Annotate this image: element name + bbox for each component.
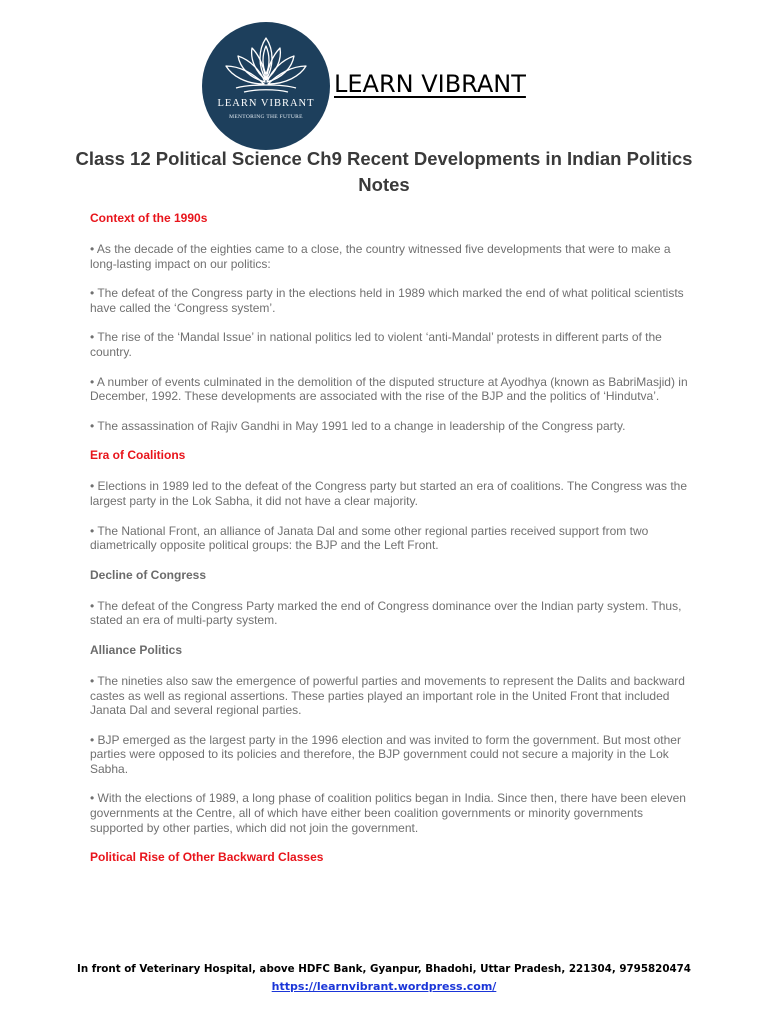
section-heading-alliance-politics: Alliance Politics [90,642,183,657]
footer-link-container [0,980,768,993]
brand-title: LEARN VIBRANT [334,70,526,98]
paragraph: • The nineties also saw the emergence of powerful parties and movements to represent the Dalits and backward castes as well as regional assertions. These parties played an important role in the United Front that included Janata Dal and several regional parties. [90,673,685,718]
paragraph: • A number of events culminated in the demolition of the disputed structure at Ayodhya (known as BabriMasjid) in December, 1992. These developments are associated with the rise of the BJP and the politics of ‘Hindutva’. [90,374,688,404]
footer-address: In front of Veterinary Hospital, above HDFC Bank, Gyanpur, Bhadohi, Uttar Pradesh, 221304, 9795820474 [77,963,691,975]
logo-tagline-text: MENTORING THE FUTURE [229,114,303,120]
paragraph: • The defeat of the Congress party in the elections held in 1989 which marked the end of what political scientists have called the ‘Congress system’. [90,286,684,315]
page-title: Class 12 Political Science Ch9 Recent Developments in Indian Politics Notes [75,148,693,195]
section-heading-decline-of-congress: Decline of Congress [90,567,207,582]
section-heading-political-rise-obc: Political Rise of Other Backward Classes [90,850,324,865]
paragraph: • With the elections of 1989, a long phase of coalition politics began in India. Since then, there have been eleven governments at the Centre, all of which have either been coalition governments or minority governments supported by other parties, which did not join the government. [90,791,686,835]
paragraph: • BJP emerged as the largest party in the 1996 election and was invited to form the government. But most other parties were opposed to its policies and therefore, the BJP government could not secure a majority in the Lok Sabha. [90,732,681,776]
logo-name-text: LEARN VIBRANT [217,98,315,109]
paragraph: • The rise of the ‘Mandal Issue’ in national politics led to violent ‘anti-Mandal’ protests in different parts of the country. [90,330,662,359]
learn-vibrant-logo [202,22,330,150]
paragraph: • The National Front, an alliance of Janata Dal and some other regional parties received support from two diametrically opposite political groups: the BJP and the Left Front. [90,523,649,553]
paragraph: • The defeat of the Congress Party marked the end of Congress dominance over the Indian party system. Thus, stated an era of multi-party system. [90,598,682,628]
paragraph: • As the decade of the eighties came to a close, the country witnessed five developments that were to make a long-lasting impact on our politics: [90,242,671,271]
section-heading-era-of-coalitions: Era of Coalitions [90,448,186,463]
paragraph: • The assassination of Rajiv Gandhi in May 1991 led to a change in leadership of the Congress party. [90,418,626,433]
lotus-icon [202,22,330,150]
notes-content [90,211,690,881]
section-heading-context-1990s: Context of the 1990s [90,211,208,225]
paragraph: • Elections in 1989 led to the defeat of the Congress party but started an era of coalitions. The Congress was the largest party in the Lok Sabha, it did not have a clear majority. [90,479,687,508]
website-link[interactable]: https://learnvibrant.wordpress.com/ [271,980,497,993]
